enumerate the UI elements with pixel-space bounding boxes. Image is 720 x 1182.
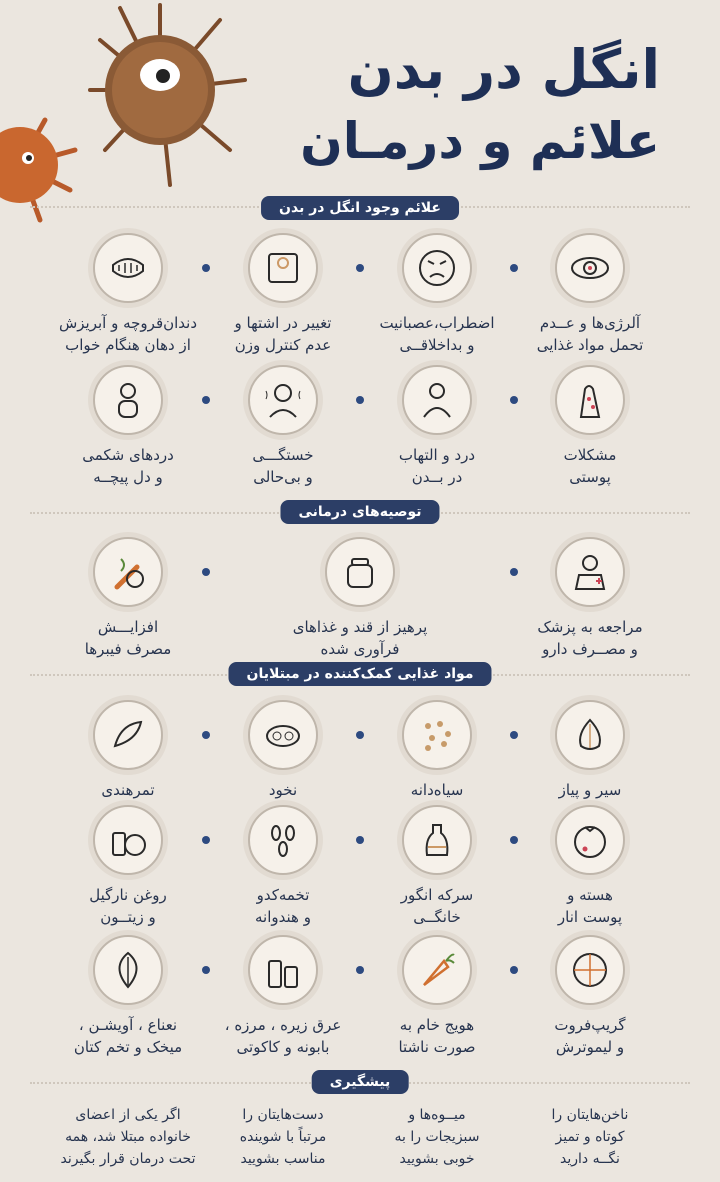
prevention-item bbox=[362, 1104, 512, 1170]
item-label bbox=[53, 444, 203, 488]
coconut-oil-icon bbox=[107, 819, 149, 861]
bullet-dot bbox=[510, 264, 518, 272]
bullet-dot bbox=[356, 264, 364, 272]
item-label bbox=[53, 884, 203, 928]
item-label-line: مصرف فیبرها bbox=[84, 640, 172, 658]
item-label-line: دردهای شکمی bbox=[82, 446, 174, 464]
black-seed-icon bbox=[416, 714, 458, 756]
item-label-line: نعناع ، آویشـن ، bbox=[78, 1016, 178, 1034]
item-label-line: و هندوانه bbox=[255, 908, 311, 926]
weight-scale-icon bbox=[262, 247, 304, 289]
item-label-line: تحمل مواد غذایی bbox=[536, 336, 644, 354]
prevention-line: خانواده مبتلا شد، همه bbox=[65, 1129, 191, 1145]
item-label bbox=[53, 616, 203, 660]
item-label-line: و لیموترش bbox=[555, 1038, 625, 1056]
item-label-line: بابونه و کاکوتی bbox=[236, 1038, 330, 1056]
teeth-circle bbox=[93, 233, 163, 303]
tired-person-icon bbox=[262, 379, 304, 421]
coconut-oil-circle bbox=[93, 805, 163, 875]
item-label bbox=[208, 884, 358, 928]
prevention-line: خوبی بشویید bbox=[399, 1151, 475, 1167]
item-label-line: سیاه‌دانه bbox=[410, 781, 464, 799]
section-symptoms-header: علائم وجود انگل در بدن bbox=[261, 196, 459, 220]
main-title: انگل در بدن bbox=[347, 38, 660, 101]
tamarind-icon bbox=[107, 714, 149, 756]
item-label-line: عدم کنترل وزن bbox=[234, 336, 332, 354]
item-label bbox=[362, 884, 512, 928]
bullet-dot bbox=[356, 731, 364, 739]
item-label bbox=[208, 779, 358, 801]
bullet-dot bbox=[356, 836, 364, 844]
section-treatment-header: توصیه‌های درمانی bbox=[280, 500, 439, 524]
bullet-dot bbox=[202, 568, 210, 576]
item-label-line: درد و التهاب bbox=[398, 446, 476, 464]
bullet-dot bbox=[356, 396, 364, 404]
prevention-line: مناسب بشویید bbox=[240, 1151, 326, 1167]
grapefruit-circle bbox=[555, 935, 625, 1005]
item-label-line: تخمه‌کدو bbox=[256, 886, 310, 904]
item-label-line: مراجعه به پزشک bbox=[537, 618, 643, 636]
item-label bbox=[515, 616, 665, 660]
bullet-dot bbox=[510, 396, 518, 404]
item-label bbox=[515, 1014, 665, 1058]
section-foods-header: مواد غذایی کمک‌کننده در مبتلایان bbox=[228, 662, 491, 686]
garlic-onion-circle bbox=[555, 700, 625, 770]
doctor-circle bbox=[555, 537, 625, 607]
mint-leaf-icon bbox=[107, 949, 149, 991]
item-label bbox=[515, 779, 665, 801]
angry-face-circle bbox=[402, 233, 472, 303]
parasite-illustration bbox=[60, 0, 260, 190]
item-label bbox=[208, 1014, 358, 1058]
item-label bbox=[515, 312, 665, 356]
angry-face-icon bbox=[416, 247, 458, 289]
item-label bbox=[53, 312, 203, 356]
item-label bbox=[515, 884, 665, 928]
seeds-circle bbox=[248, 805, 318, 875]
body-pain-circle bbox=[402, 365, 472, 435]
doctor-icon bbox=[569, 551, 611, 593]
item-label-line: اضطراب،عصبانیت bbox=[379, 314, 495, 332]
eye-allergy-circle bbox=[555, 233, 625, 303]
item-label-line: تغییر در اشتها و bbox=[234, 314, 332, 332]
item-label bbox=[208, 444, 358, 488]
prevention-line: سبزیجات را به bbox=[394, 1129, 480, 1145]
item-label-line: و زیتــون bbox=[100, 908, 156, 926]
item-label bbox=[285, 616, 435, 660]
item-label-line: و بی‌حالی bbox=[253, 468, 313, 486]
body-pain-icon bbox=[416, 379, 458, 421]
vegetables-icon bbox=[107, 551, 149, 593]
eye-allergy-icon bbox=[569, 247, 611, 289]
item-label-line: میخک و تخم کتان bbox=[73, 1038, 183, 1056]
item-label-line: سرکه انگور bbox=[400, 886, 474, 904]
garlic-onion-icon bbox=[569, 714, 611, 756]
prevention-item bbox=[53, 1104, 203, 1170]
grapefruit-icon bbox=[569, 949, 611, 991]
item-label-line: افزایـــش bbox=[97, 618, 159, 636]
teeth-icon bbox=[107, 247, 149, 289]
subtitle: علائم و درمـان bbox=[300, 112, 660, 170]
item-label-line: دندان‌قروچه و آبریزش bbox=[58, 314, 198, 332]
item-label bbox=[515, 444, 665, 488]
item-label-line: هویج خام به bbox=[399, 1016, 475, 1034]
bullet-dot bbox=[356, 966, 364, 974]
item-label-line: عرق زیره ، مرزه ، bbox=[224, 1016, 342, 1034]
item-label bbox=[362, 312, 512, 356]
bullet-dot bbox=[510, 731, 518, 739]
prevention-line: دست‌هایتان را bbox=[242, 1107, 324, 1123]
item-label-line: از دهان هنگام خواب bbox=[65, 336, 191, 354]
item-label-line: خانگــی bbox=[413, 908, 461, 926]
bullet-dot bbox=[510, 966, 518, 974]
item-label bbox=[362, 444, 512, 488]
weight-scale-circle bbox=[248, 233, 318, 303]
bullet-dot bbox=[202, 836, 210, 844]
item-label-line: خستگـــی bbox=[252, 446, 314, 464]
item-label-line: پوستی bbox=[569, 468, 611, 486]
item-label-line: صورت ناشتا bbox=[398, 1038, 476, 1056]
item-label-line: آلرژی‌ها و عــدم bbox=[539, 314, 641, 332]
bullet-dot bbox=[202, 264, 210, 272]
item-label bbox=[362, 779, 512, 801]
bullet-dot bbox=[202, 966, 210, 974]
item-label-line: مشکلات bbox=[563, 446, 617, 464]
carrot-icon bbox=[416, 949, 458, 991]
stomach-ache-circle bbox=[93, 365, 163, 435]
sugar-jar-circle bbox=[325, 537, 395, 607]
item-label-line: و بداخلاقــی bbox=[399, 336, 475, 354]
bullet-dot bbox=[202, 396, 210, 404]
vinegar-bottle-icon bbox=[416, 819, 458, 861]
seeds-icon bbox=[262, 819, 304, 861]
skin-rash-circle bbox=[555, 365, 625, 435]
sugar-jar-icon bbox=[339, 551, 381, 593]
carrot-circle bbox=[402, 935, 472, 1005]
bullet-dot bbox=[510, 836, 518, 844]
prevention-line: میــوه‌ها و bbox=[408, 1107, 466, 1123]
mint-leaf-circle bbox=[93, 935, 163, 1005]
item-label-line: روغن نارگیل bbox=[89, 886, 167, 904]
prevention-line: مرتباً با شوینده bbox=[239, 1129, 327, 1145]
bullet-dot bbox=[510, 568, 518, 576]
stomach-ache-icon bbox=[107, 379, 149, 421]
section-prevention-header: پیشگیری bbox=[312, 1070, 409, 1094]
prevention-item bbox=[515, 1104, 665, 1170]
vinegar-bottle-circle bbox=[402, 805, 472, 875]
item-label-line: پرهیز از قند و غذاهای فرآوری شده bbox=[292, 618, 428, 658]
item-label bbox=[53, 1014, 203, 1058]
tired-person-circle bbox=[248, 365, 318, 435]
pomegranate-circle bbox=[555, 805, 625, 875]
prevention-line: اگر یکی از اعضای bbox=[75, 1107, 181, 1123]
tamarind-circle bbox=[93, 700, 163, 770]
herbal-bottles-circle bbox=[248, 935, 318, 1005]
pomegranate-icon bbox=[569, 819, 611, 861]
black-seed-circle bbox=[402, 700, 472, 770]
chickpea-icon bbox=[262, 714, 304, 756]
item-label-line: سیر و پیاز bbox=[558, 781, 622, 799]
prevention-line: تحت درمان قرار بگیرند bbox=[60, 1151, 196, 1167]
chickpea-circle bbox=[248, 700, 318, 770]
prevention-line: نگــه دارید bbox=[560, 1151, 620, 1167]
item-label-line: نخود bbox=[268, 781, 298, 799]
vegetables-circle bbox=[93, 537, 163, 607]
prevention-item bbox=[208, 1104, 358, 1170]
item-label-line: و دل پیچــه bbox=[93, 468, 163, 486]
skin-rash-icon bbox=[569, 379, 611, 421]
item-label-line: در بــدن bbox=[411, 468, 463, 486]
herbal-bottles-icon bbox=[262, 949, 304, 991]
item-label-line: گریپ‌فروت bbox=[554, 1016, 626, 1034]
small-parasite-illustration bbox=[0, 110, 80, 230]
item-label bbox=[362, 1014, 512, 1058]
item-label bbox=[53, 779, 203, 801]
item-label-line: هسته و bbox=[567, 886, 613, 904]
prevention-line: ناخن‌هایتان را bbox=[551, 1107, 629, 1123]
item-label-line: تمرهندی bbox=[101, 781, 155, 799]
item-label bbox=[208, 312, 358, 356]
bullet-dot bbox=[202, 731, 210, 739]
item-label-line: و مصــرف دارو bbox=[542, 640, 638, 658]
item-label-line: پوست انار bbox=[557, 908, 623, 926]
prevention-line: کوتاه و تمیز bbox=[555, 1129, 625, 1145]
